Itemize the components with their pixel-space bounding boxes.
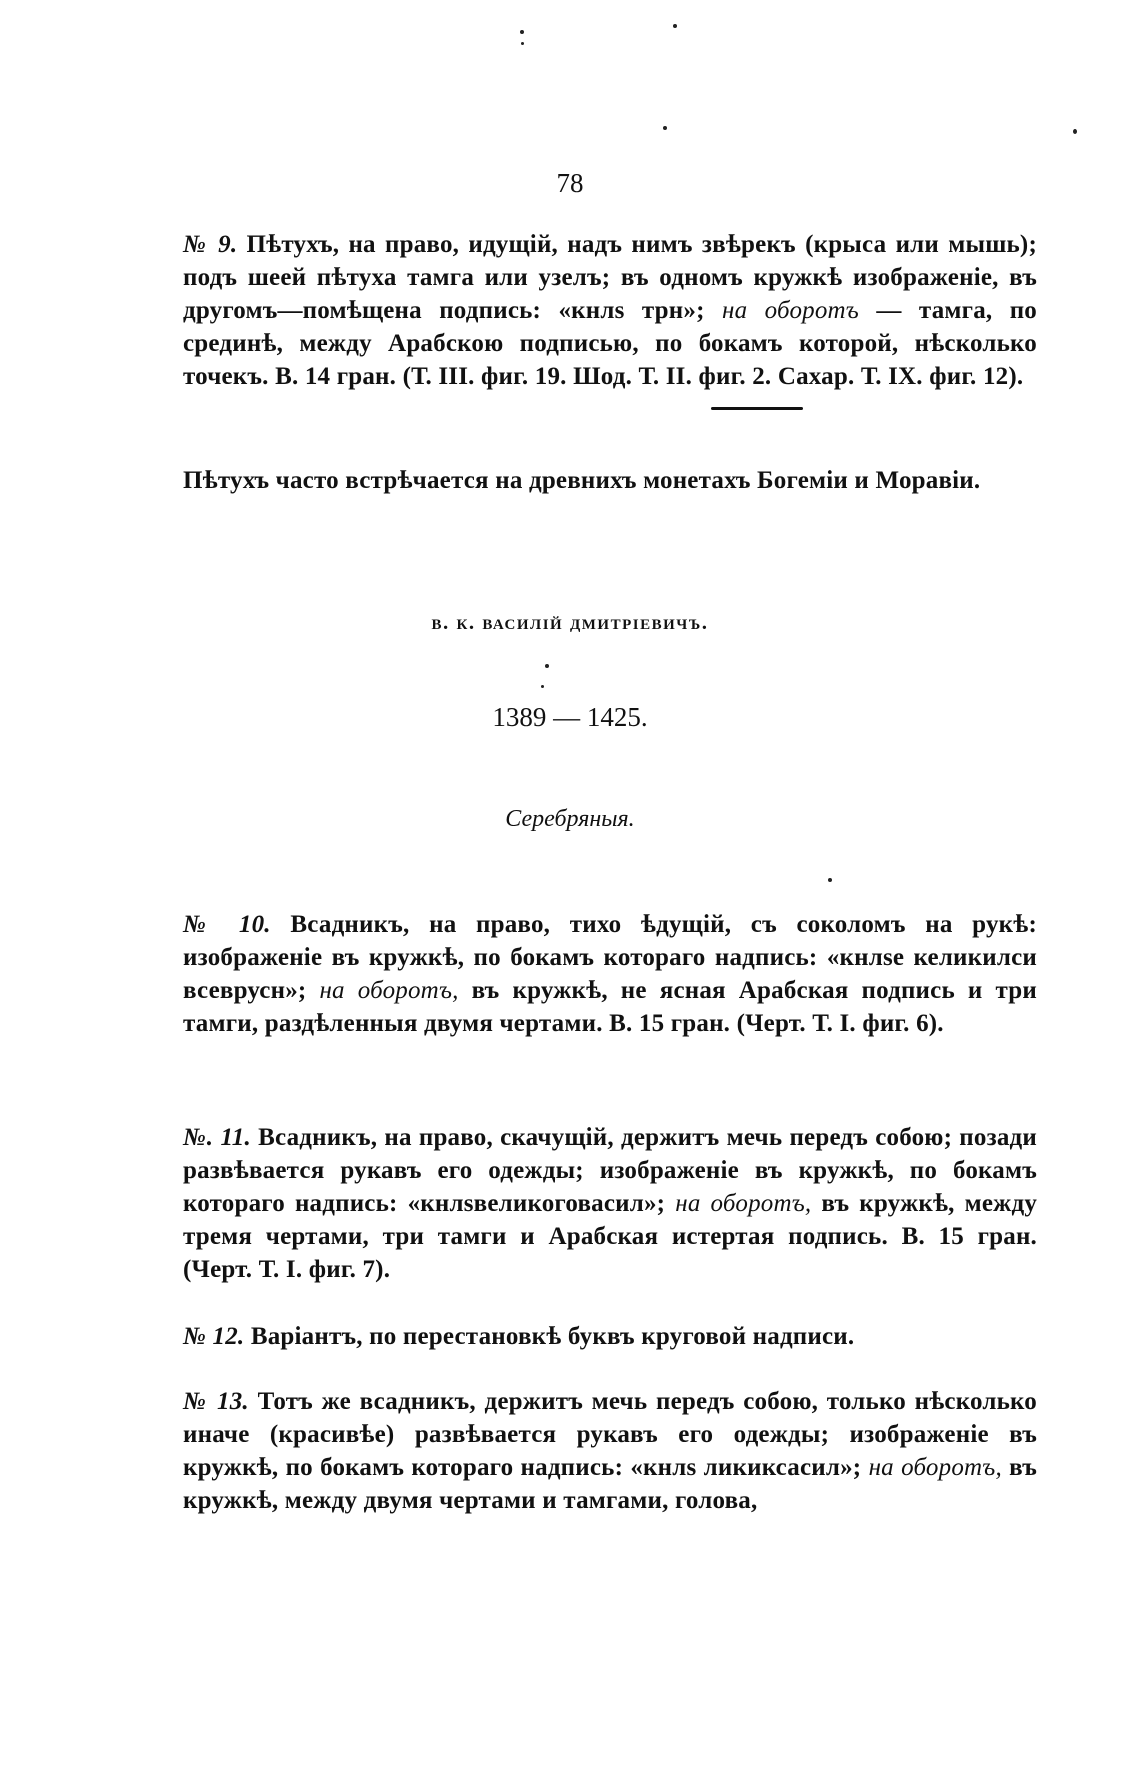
entry-italic: на оборотъ,: [319, 977, 459, 1004]
scan-speck: [541, 685, 544, 688]
note-paragraph: Пѣтухъ часто встрѣчается на древнихъ монетахъ Богеміи и Моравіи.: [183, 467, 981, 494]
entry-text: Тотъ же всадникъ, держитъ мечь передъ собою, только нѣсколько иначе (красивѣе) развѣвается рукавъ его одежды; изображеніе въ кружкѣ, по бокамъ котораго надпись: «кнлѕ ликиксасил»;: [183, 1388, 1037, 1481]
entry-10: [183, 908, 1037, 1040]
reign-years: 1389 — 1425.: [492, 702, 648, 732]
entry-13: [183, 1385, 1037, 1517]
metal-subheading: Серебряныя.: [505, 806, 635, 832]
entry-number: № 12.: [183, 1323, 245, 1350]
entry-text-cont: въ кружкѣ, не ясная Арабская подпись и три тамги, раздѣленныя двумя чертами. В. 15 гран. (Черт. Т. I. фиг. 6).: [183, 977, 1038, 1037]
ruler-heading: в. к. василій дмитріевичъ.: [431, 610, 709, 634]
entry-text: Всадникъ, на право, тихо ѣдущій, съ соколомъ на рукѣ: изображеніе въ кружкѣ, по бокамъ котораго надпись: «кнлѕе келикилси всеврусн»;: [183, 911, 1037, 1004]
entry-11: [183, 1121, 1037, 1286]
entry-text: Варіантъ, по перестановкѣ буквъ круговой надписи.: [250, 1323, 855, 1350]
scan-speck: [521, 42, 524, 45]
entry-text-cont: въ кружкѣ, между двумя чертами и тамгами, голова,: [183, 1454, 1038, 1514]
scan-speck: [673, 24, 677, 28]
entry-text: Всадникъ, на право, скачущій, держитъ мечь передъ собою; позади развѣвается рукавъ его одежды; изображеніе въ кружкѣ, по бокамъ котораго надпись: «кнлѕвеликоговасил»;: [183, 1124, 1037, 1217]
scan-speck: [545, 664, 549, 668]
scan-speck: [520, 30, 524, 34]
entry-number: № 9.: [183, 231, 238, 258]
entry-italic: на оборотъ,: [868, 1454, 1002, 1481]
page-number: 78: [556, 168, 584, 198]
entry-italic: на оборотъ: [721, 297, 859, 324]
scan-speck: [828, 878, 832, 882]
entry-text-cont: въ кружкѣ, между тремя чертами, три тамги и Арабская истертая подпись. В. 15 гран. (Черт. Т. I. фиг. 7).: [183, 1190, 1038, 1283]
scan-speck: [1073, 129, 1077, 134]
entry-number: №. 11.: [183, 1124, 251, 1151]
entry-text-cont: — тамга, по срединѣ, между Арабскою подписью, по бокамъ которой, нѣсколько точекъ. В. 14 гран. (Т. III. фиг. 19. Шод. Т. II. фиг. 2. Сахар. Т. IX. фиг. 12).: [183, 297, 1038, 390]
entry-number: № 13.: [183, 1388, 249, 1415]
entry-italic: на оборотъ,: [675, 1190, 812, 1217]
entry-text: Пѣтухъ, на право, идущій, надъ нимъ звѣрекъ (крыса или мышь); подъ шеей пѣтуха тамга или узелъ; въ одномъ кружкѣ изображеніе, въ другомъ—помѣщена подпись: «кнлѕ трн»;: [183, 231, 1037, 324]
scan-speck: [663, 126, 667, 130]
entry-number: № 10.: [183, 911, 271, 938]
entry-9: [183, 228, 1037, 393]
entry-12: [183, 1320, 1037, 1353]
handwritten-underline: [711, 407, 803, 410]
